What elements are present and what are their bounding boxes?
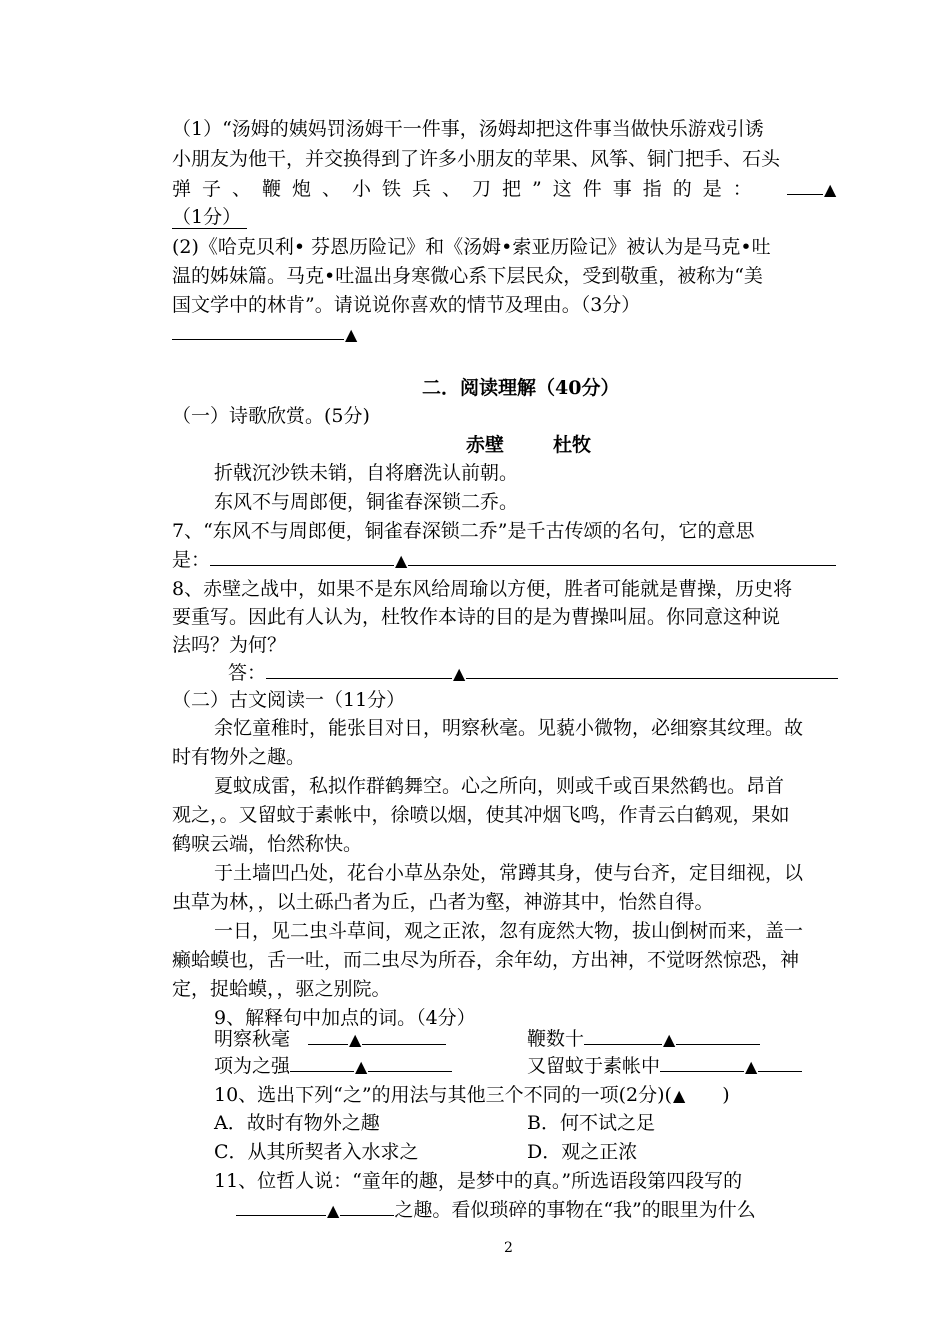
q2-line2: 温的姊妹篇。马克•吐温出身寒微心系下层民众，受到敬重，被称为“美 <box>172 265 763 287</box>
answer-blank[interactable] <box>340 1197 394 1216</box>
answer-blank[interactable] <box>308 1026 348 1045</box>
triangle-icon: ▲ <box>395 551 408 570</box>
q7-line2: 是： ▲ <box>172 546 836 575</box>
q11-line1: 11、位哲人说：“童年的趣，是梦中的真。”所选语段第四段写的 <box>214 1170 743 1192</box>
para2-line3: 鹤唳云端，怡然称快。 <box>172 833 363 855</box>
triangle-icon: ▲ <box>672 1086 686 1105</box>
poem-author: 杜牧 <box>553 434 592 456</box>
q11-line2: ▲ 之趣。看似琐碎的事物在“我”的眼里为什么 <box>236 1196 756 1225</box>
q10-prompt: 10、选出下列“之”的用法与其他三个不同的一项(2分)(▲ ) <box>214 1081 730 1110</box>
answer-blank[interactable] <box>290 1053 354 1072</box>
justified-char: ” <box>532 178 542 200</box>
para3-line1: 于土墙凹凸处，花台小草丛杂处，常蹲其身，使与台齐，定目细视，以 <box>214 862 804 884</box>
justified-char: 、 <box>442 178 462 200</box>
q8-line3: 法吗？为何？ <box>172 634 287 656</box>
q1-line2: 小朋友为他干，并交换得到了许多小朋友的苹果、风筝、铜门把手、石头 <box>172 148 781 170</box>
justified-char: ： <box>732 178 752 200</box>
para4-line2: 癞蛤蟆也，舌一吐，而二虫尽为所吞，余年幼，方出神，不觉呀然惊恐，神 <box>172 949 800 971</box>
answer-blank[interactable] <box>408 547 836 566</box>
q9-item-b: 鞭数十 ▲ <box>527 1025 760 1054</box>
q1-line3 <box>172 175 752 203</box>
triangle-icon: ▲ <box>745 1057 758 1076</box>
answer-blank[interactable] <box>758 1053 802 1072</box>
justified-char: 件 <box>582 178 602 200</box>
justified-char: 事 <box>612 178 632 200</box>
q9-item-c: 项为之强 ▲ <box>214 1052 452 1081</box>
justified-char: 兵 <box>412 178 432 200</box>
triangle-icon: ▲ <box>663 1030 676 1049</box>
para2-line1: 夏蚊成雷，私拟作群鹤舞空。心之所向，则或千或百果然鹤也。昂首 <box>214 775 785 797</box>
justified-char: 刀 <box>472 178 492 200</box>
triangle-icon: ▲ <box>345 325 358 344</box>
q1-line1: （1）“汤姆的姨妈罚汤姆干一件事，汤姆却把这件事当做快乐游戏引诱 <box>172 118 764 140</box>
answer-blank[interactable] <box>584 1026 662 1045</box>
justified-char: 把 <box>502 178 522 200</box>
q8-line2: 要重写。因此有人认为，杜牧作本诗的目的是为曹操叫屈。你同意这种说 <box>172 606 781 628</box>
q2-line1: (2)《哈克贝利• 芬恩历险记》和《汤姆•索亚历险记》被认为是马克•吐 <box>172 236 771 258</box>
answer-blank[interactable] <box>362 1026 446 1045</box>
justified-char: 铁 <box>382 178 402 200</box>
q2-answer <box>172 320 358 349</box>
answer-blank[interactable] <box>266 660 452 679</box>
q9-item-d: 又留蚊于素帐中 ▲ <box>527 1052 802 1081</box>
poem-line-1: 折戟沉沙铁未销，自将磨洗认前朝。 <box>214 462 519 484</box>
triangle-icon: ▲ <box>824 180 837 199</box>
answer-blank[interactable] <box>172 321 344 340</box>
part1-heading: （一）诗歌欣赏。(5分) <box>172 405 370 427</box>
triangle-icon: ▲ <box>327 1201 340 1220</box>
justified-char: 子 <box>202 178 222 200</box>
q1-score: （1分） <box>172 203 247 231</box>
justified-char: 弹 <box>172 178 192 200</box>
para4-line1: 一日，见二虫斗草间，观之正浓，忽有庞然大物，拔山倒树而来，盖一 <box>214 920 804 942</box>
section-title: 二．阅读理解（40分） <box>422 377 620 399</box>
q1-answer <box>787 175 837 204</box>
justified-char: 是 <box>702 178 722 200</box>
q10-option-b: B．何不试之足 <box>527 1112 655 1134</box>
triangle-icon: ▲ <box>349 1030 362 1049</box>
triangle-icon: ▲ <box>355 1057 368 1076</box>
justified-char: 指 <box>642 178 662 200</box>
page-number: 2 <box>504 1240 513 1256</box>
q7-line1: 7、“东风不与周郎便，铜雀春深锁二乔”是千古传颂的名句，它的意思 <box>172 520 755 542</box>
poem-line-2: 东风不与周郎便，铜雀春深锁二乔。 <box>214 491 519 513</box>
justified-char: 小 <box>352 178 372 200</box>
triangle-icon: ▲ <box>453 664 466 683</box>
poem-title: 赤壁 <box>466 434 505 456</box>
answer-blank[interactable] <box>787 176 823 195</box>
answer-blank[interactable] <box>660 1053 744 1072</box>
q9-item-a: 明察秋毫 ▲ <box>214 1025 446 1054</box>
justified-char: 的 <box>672 178 692 200</box>
para1-line2: 时有物外之趣。 <box>172 746 306 768</box>
para3-line2: 虫草为林，，以土砾凸者为丘，凸者为壑，神游其中，怡然自得。 <box>172 891 714 913</box>
answer-blank[interactable] <box>368 1053 452 1072</box>
answer-blank[interactable] <box>210 547 394 566</box>
justified-char: 、 <box>232 178 252 200</box>
q8-answer: 答： ▲ <box>228 659 838 688</box>
q2-line3: 国文学中的林肯”。请说说你喜欢的情节及理由。（3分） <box>172 294 641 316</box>
q10-option-a: A．故时有物外之趣 <box>214 1112 380 1134</box>
part2-heading: （二）古文阅读一（11分） <box>172 689 406 711</box>
q9-prompt: 9、解释句中加点的词。（4分） <box>214 1007 476 1029</box>
para4-line3: 定，捉蛤蟆，，驱之别院。 <box>172 978 391 1000</box>
answer-blank[interactable] <box>466 660 838 679</box>
justified-char: 这 <box>552 178 572 200</box>
q10-option-c: C．从其所契者入水求之 <box>214 1141 419 1163</box>
justified-char: 炮 <box>292 178 312 200</box>
answer-blank[interactable] <box>236 1197 326 1216</box>
answer-blank[interactable] <box>676 1026 760 1045</box>
q8-line1: 8、赤壁之战中，如果不是东风给周瑜以方便，胜者可能就是曹操，历史将 <box>172 578 793 600</box>
justified-char: 、 <box>322 178 342 200</box>
q10-option-d: D．观之正浓 <box>527 1141 638 1163</box>
para2-line2: 观之，。又留蚊于素帐中，徐喷以烟，使其冲烟飞鸣，作青云白鹤观，果如 <box>172 804 790 826</box>
justified-char: 鞭 <box>262 178 282 200</box>
para1-line1: 余忆童稚时，能张目对日，明察秋毫。见藐小微物，必细察其纹理。故 <box>214 717 804 739</box>
